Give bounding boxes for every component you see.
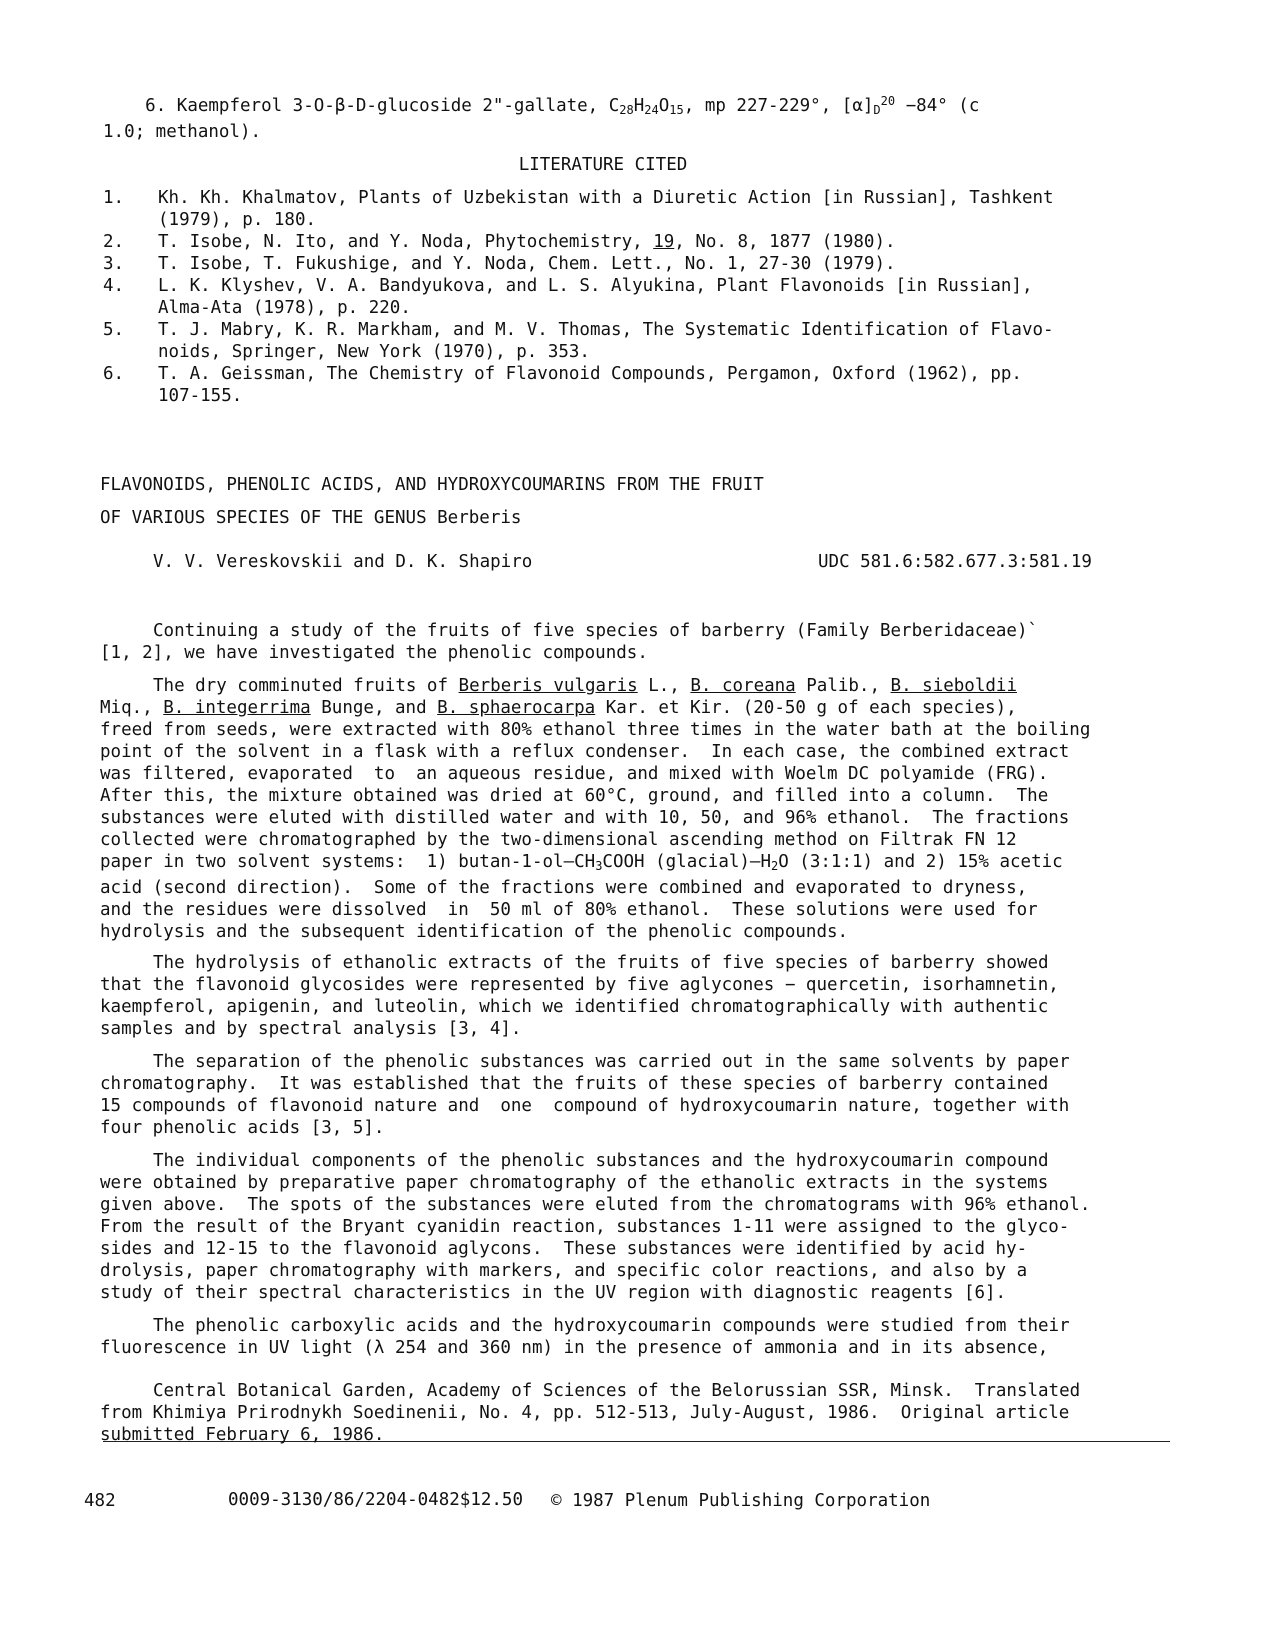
prev-article-line-2: 1.0; methanol). [103, 122, 262, 142]
paragraph-intro: Continuing a study of the fruits of five species of barberry (Family Berberidaceae)` [1, 2], we have investigated the phenolic compounds. [100, 621, 1039, 663]
species-name: B. sieboldii [890, 676, 1017, 696]
species-name: B. integerrima [163, 698, 311, 718]
species-name: Berberis vulgaris [458, 676, 638, 696]
species-name: B. sphaerocarpa [437, 698, 596, 718]
paragraph-hydrolysis: The hydrolysis of ethanolic extracts of the fruits of five species of barberry showed that the flavonoid glycosides were represented by five aglycones − quercetin, isorhamnetin, kaempferol, apigenin, and luteolin, which we identified chromatographically with authentic samples and by spectral analysis [3, 4]. [100, 953, 1059, 1039]
reference-item: 6. T. A. Geissman, The Chemistry of Flavonoid Compounds, Pergamon, Oxford (1962), pp. 107-155. [103, 364, 1022, 406]
literature-heading: LITERATURE CITED [518, 155, 688, 175]
paragraph-components: The individual components of the phenolic substances and the hydroxycoumarin compound were obtained by preparative paper chromatography of the ethanolic extracts in the systems given above. The spots of the substances were eluted from the chromatograms with 96% ethanol. From the result of the Bryant cyanidin reaction, substances 1-11 were assigned to the glyco- sides and 12-15 to the flavonoid aglycons. These substances were identified by acid hy- drolysis, paper chromatography with markers, and specific color reactions, and also by a study of their spectral characteristics in the UV region with diagnostic reagents [6]. [100, 1151, 1091, 1303]
species-name: B. coreana [690, 676, 796, 696]
reference-item: 4. L. K. Klyshev, V. A. Bandyukova, and L. S. Alyukina, Plant Flavonoids [in Russian], Alma-Ata (1978), p. 220. [103, 276, 1033, 318]
article-title-line-1: FLAVONOIDS, PHENOLIC ACIDS, AND HYDROXYCOUMARINS FROM THE FRUIT [100, 475, 764, 495]
footnote: Central Botanical Garden, Academy of Sciences of the Belorussian SSR, Minsk. Translated from Khimiya Prirodnykh Soedinenii, No. 4, pp. 512-513, July-August, 1986. Original article submitted February 6, 1986. [100, 1381, 1081, 1445]
article-title-line-2: OF VARIOUS SPECIES OF THE GENUS Berberis [100, 508, 522, 528]
reference-list [103, 187, 1133, 407]
reference-item: 1. Kh. Kh. Khalmatov, Plants of Uzbekistan with a Diuretic Action [in Russian], Tashkent (1979), p. 180. [103, 188, 1054, 230]
article-code: 0009-3130/86/2204-0482$12.50 [228, 1490, 524, 1510]
udc-code: UDC 581.6:582.677.3:581.19 [818, 552, 1092, 572]
article-authors: V. V. Vereskovskii and D. K. Shapiro [153, 552, 533, 572]
paragraph-methods: The dry comminuted fruits of Berberis vulgaris L., B. coreana Palib., B. sieboldii Miq., B. integerrima Bunge, and B. sphaerocarpa Kar. et Kir. (20-50 g of each species), freed from seeds, were extracted with 80% ethanol three times in the water bath at the boiling point of the solvent in a flask with a reflux condenser. In each case, the combined extract was filtered, evaporated to an aqueous residue, and mixed with Woelm DC polyamide (FRG). After this, the mixture obtained was dried at 60°C, ground, and filled into a column. The substances were eluted with distilled water and with 10, 50, and 96% ethanol. The fractions collected were chromatographed by the two-dimensional ascending method on Filtrak FN 12 paper in two solvent systems: 1) butan-$1-ol—CH_3COOH$ $(glacial)—H_2O$ (3:1:1) and 2) 15% acetic acid (second direction). Some of the fractions were combined and evaporated to dryness, and the residues were dissolved in 50 ml of 80% ethanol. These solutions were used for hydrolysis and the subsequent identification of the phenolic compounds. [100, 676, 1091, 942]
reference-item: 3. T. Isobe, T. Fukushige, and Y. Noda, Chem. Lett., No. 1, 27-30 (1979). [103, 254, 896, 274]
paragraph-phenolic-acids: The phenolic carboxylic acids and the hydroxycoumarin compounds were studied from their fluorescence in UV light (λ 254 and 360 nm) in the presence of ammonia and in its absence, [100, 1316, 1070, 1358]
prev-article-line-1: 6. Kaempferol 3-O-β-D-glucoside 2"-gallate, $C_{28}H_{24}O_{15}$, mp 227-229°, $[\alpha]_D^{20} -84^\circ$ (c [145, 94, 980, 117]
reference-item: 2. T. Isobe, N. Ito, and Y. Noda, Phytochemistry, 19, No. 8, 1877 (1980). [103, 232, 896, 252]
page-number: 482 [84, 1491, 116, 1511]
reference-item: 5. T. J. Mabry, K. R. Markham, and M. V. Thomas, The Systematic Identification of Flavo- noids, Springer, New York (1970), p. 353. [103, 320, 1054, 362]
copyright-line: © 1987 Plenum Publishing Corporation [551, 1491, 931, 1511]
prev-article-item [103, 90, 1183, 143]
paragraph-separation: The separation of the phenolic substances was carried out in the same solvents by paper chromatography. It was established that the fruits of these species of barberry contained 15 compounds of flavonoid nature and one compound of hydroxycoumarin nature, together with four phenolic acids [3, 5]. [100, 1052, 1070, 1138]
volume-number: 19 [653, 232, 675, 252]
